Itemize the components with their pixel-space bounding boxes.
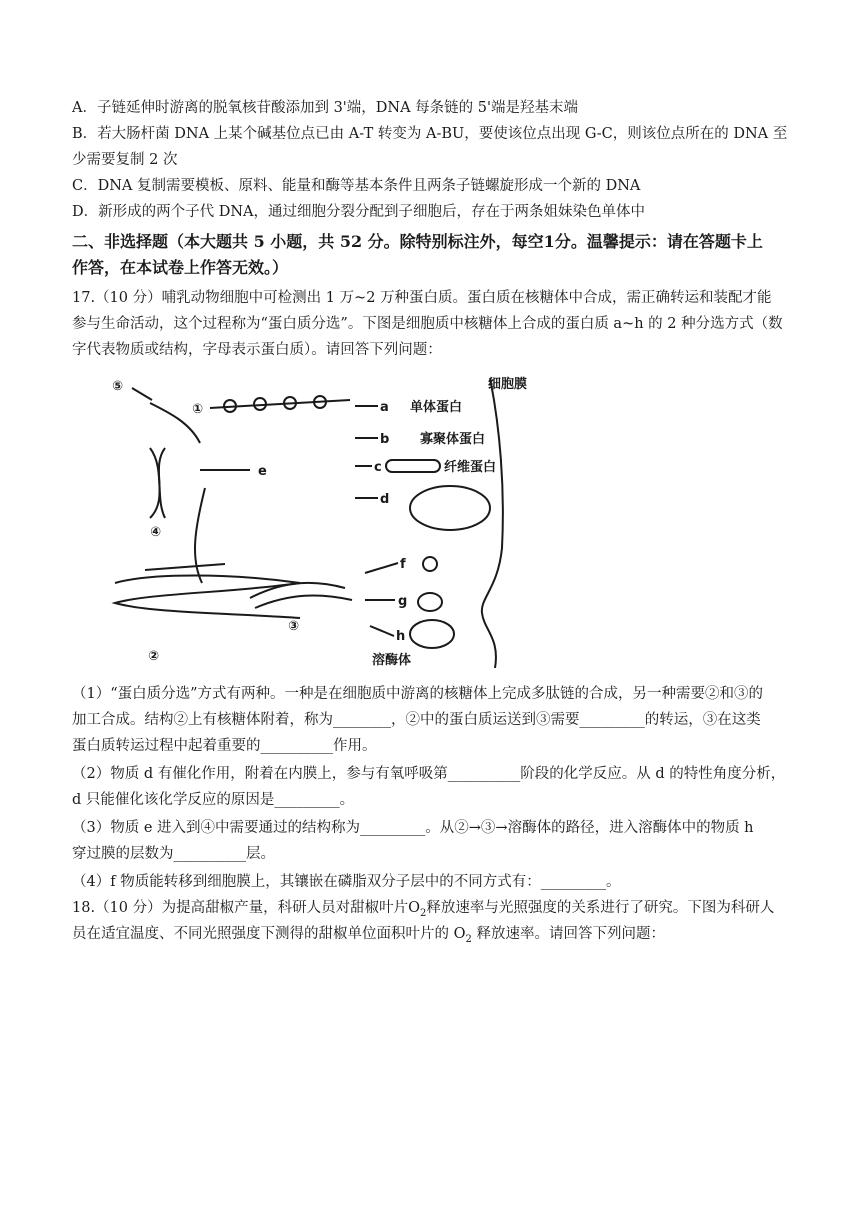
- q17-stem-line2: 参与生命活动，这个过程称为“蛋白质分选”。下图是细胞质中核糖体上合成的蛋白质 a~h 的 2 种分选方式（数: [72, 316, 783, 332]
- q17-part3-line1: （3）物质 e 进入到④中需要通过的结构称为_________。从②→③→溶酶体的路径，进入溶酶体中的物质 h: [72, 820, 754, 836]
- label-b: b: [380, 432, 390, 447]
- q17-part2-line1: （2）物质 d 有催化作用，附着在内膜上，参与有氧呼吸第__________阶段的化学反应。从 d 的特性角度分析，: [72, 766, 786, 782]
- nuclear-envelope-curve: [195, 488, 205, 583]
- q18-line1-text-a: 18.（10 分）为提高甜椒产量，科研人员对甜椒叶片O: [72, 900, 421, 916]
- vesicle-g: [418, 593, 442, 611]
- section-heading-line2: 作答，在本试卷上作答无效。）: [72, 258, 289, 277]
- cell-membrane-curve: [482, 378, 503, 668]
- q18-stem-line2: [72, 924, 792, 950]
- protein-sorting-figure: [110, 368, 550, 668]
- pointer-5: [132, 388, 152, 400]
- rough-er-shape: [115, 576, 300, 619]
- label-a: a: [380, 400, 389, 415]
- q18-stem-line1: [72, 898, 792, 924]
- mrna-strand: [210, 400, 350, 408]
- label-e: e: [258, 464, 267, 479]
- q18-line2-sub: 2: [465, 933, 472, 945]
- q17-part1-line2: 加工合成。结构②上有核糖体附着，称为________，②中的蛋白质运送到③需要_________的转运，③在这类: [72, 712, 761, 728]
- label-4: ④: [150, 525, 162, 540]
- q17-part3-line2: 穿过膜的层数为__________层。: [72, 846, 275, 862]
- label-fiber: 纤维蛋白: [444, 460, 497, 475]
- label-1: ①: [192, 402, 204, 417]
- q18-line2-text-b: 释放速率。请回答下列问题：: [471, 926, 665, 942]
- q17-part1-line3: 蛋白质转运过程中起着重要的__________作用。: [72, 738, 377, 754]
- label-h: h: [396, 629, 406, 644]
- label-3: ③: [288, 619, 300, 634]
- label-lysosome: 溶酶体: [372, 653, 412, 668]
- q17-stem-line1: 17.（10 分）哺乳动物细胞中可检测出 1 万~2 万种蛋白质。蛋白质在核糖体中合成，需正确转运和装配才能: [72, 290, 772, 306]
- q17-part1-line1: （1）“蛋白质分选”方式有两种。一种是在细胞质中游离的核糖体上完成多肽链的合成，另一种需要②和③的: [72, 686, 764, 702]
- option-a: A．子链延伸时游离的脱氧核苷酸添加到 3'端，DNA 每条链的 5'端是羟基末端: [72, 100, 579, 116]
- fiber-protein-shape: [386, 460, 440, 472]
- label-2: ②: [148, 649, 160, 664]
- q17-stem-line3: 字代表物质或结构，字母表示蛋白质）。请回答下列问题：: [72, 342, 442, 358]
- q18-line2-text-a: 员在适宜温度、不同光照强度下测得的甜椒单位面积叶片的 O: [72, 926, 466, 942]
- section-heading-line1: 二、非选择题（本大题共 5 小题，共 52 分。除特别标注外，每空1分。温馨提示：请在答题卡上: [72, 232, 763, 251]
- q17-part4-line1: （4）f 物质能转移到细胞膜上，其镶嵌在磷脂双分子层中的不同方式有：_________。: [72, 874, 621, 890]
- lysosome-shape: [410, 620, 454, 648]
- arrow-h: [370, 626, 394, 636]
- label-c: c: [374, 460, 382, 475]
- q18-line1-text-b: 释放速率与光照强度的关系进行了研究。下图为科研人: [426, 900, 775, 916]
- label-monomer: 单体蛋白: [410, 400, 463, 415]
- q17-part2-line2: d 只能催化该化学反应的原因是_________。: [72, 792, 355, 808]
- option-b-line2: 少需要复制 2 次: [72, 152, 178, 168]
- q18-line1-sub: 2: [420, 907, 427, 919]
- label-f: f: [400, 557, 406, 572]
- arrow-f: [365, 563, 398, 573]
- er-mrna-strand: [145, 564, 225, 570]
- dna-helix-b: [150, 448, 165, 518]
- option-c: C．DNA 复制需要模板、原料、能量和酶等基本条件且两条子链螺旋形成一个新的 DNA: [72, 178, 641, 194]
- label-oligomer: 寡聚体蛋白: [420, 432, 486, 447]
- vesicle-f: [423, 557, 437, 571]
- label-d: d: [380, 492, 390, 507]
- golgi-cisterna-2: [255, 595, 352, 608]
- label-cell-membrane: 细胞膜: [488, 377, 528, 392]
- label-g: g: [398, 594, 408, 609]
- option-b-line1: B．若大肠杆菌 DNA 上某个碱基位点已由 A-T 转变为 A-BU，要使该位点出现 G-C，则该位点所在的 DNA 至: [72, 126, 788, 142]
- label-5: ⑤: [112, 379, 124, 394]
- mitochondrion-shape: [410, 486, 490, 530]
- option-d: D．新形成的两个子代 DNA，通过细胞分裂分配到子细胞后，存在于两条姐妹染色单体中: [72, 204, 646, 220]
